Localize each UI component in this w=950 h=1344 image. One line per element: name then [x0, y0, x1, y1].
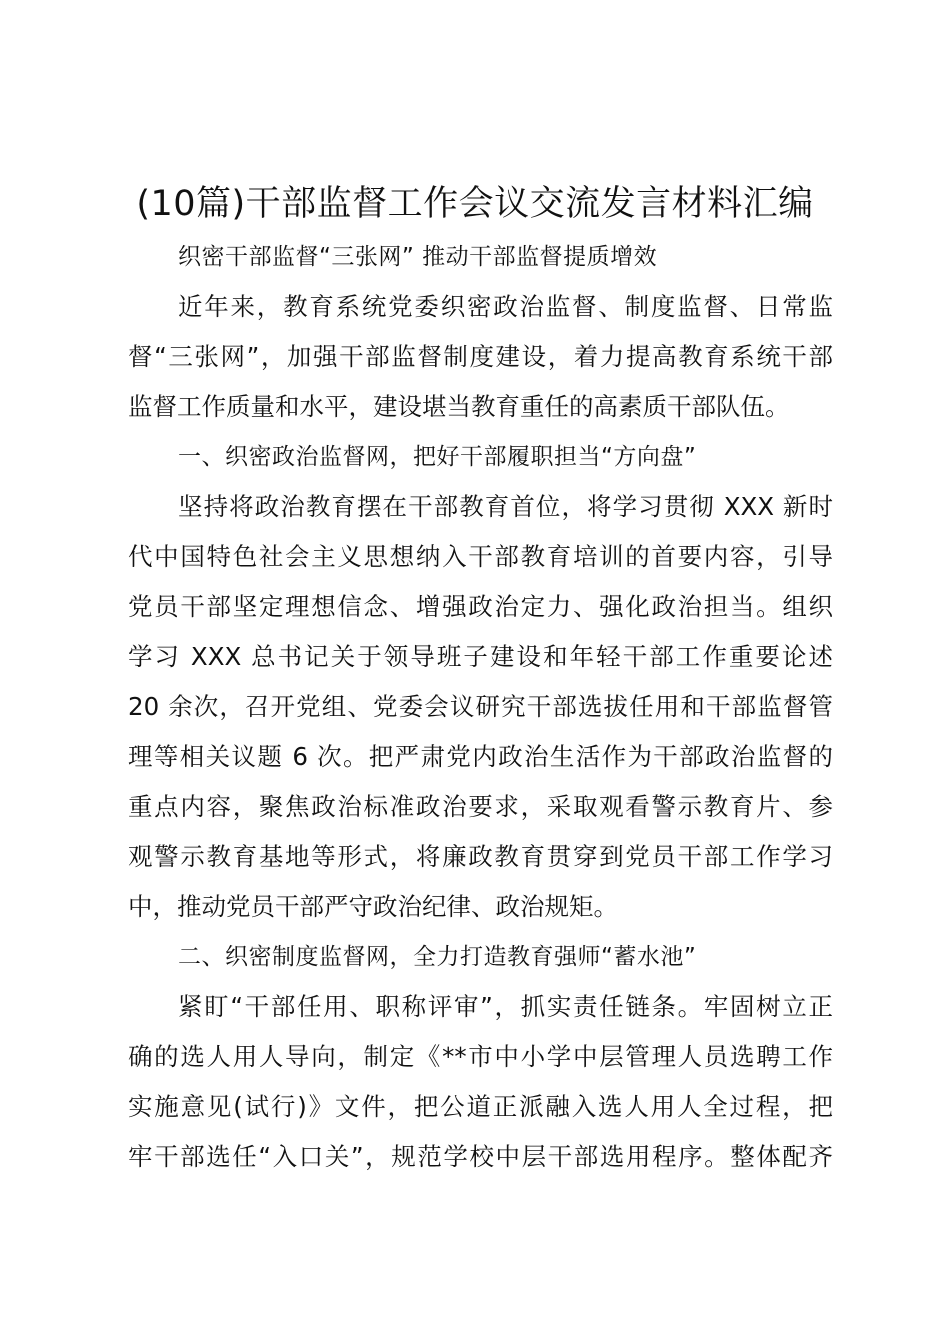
- section-heading-2: 二、织密制度监督网，全力打造教育强师“蓄水池”: [178, 944, 697, 970]
- paragraph-line: 重点内容，聚焦政治标准政治要求，采取观看警示教育片、参: [128, 792, 833, 821]
- paragraph-line: 党员干部坚定理想信念、增强政治定力、强化政治担当。组织: [128, 592, 833, 621]
- paragraph-line: 20 余次，召开党组、党委会议研究干部选拔任用和干部监督管: [128, 692, 833, 721]
- paragraph-line: 牢干部选任“入口关”，规范学校中层干部选用程序。整体配齐: [128, 1142, 833, 1171]
- paragraph-line: 学习 XXX 总书记关于领导班子建设和年轻干部工作重要论述: [128, 642, 833, 671]
- document-body: [128, 232, 833, 1182]
- paragraph-line: 监督工作质量和水平，建设堪当教育重任的高素质干部队伍。: [128, 392, 790, 421]
- paragraph-line: 坚持将政治教育摆在干部教育首位，将学习贯彻 XXX 新时: [178, 492, 833, 521]
- intro-paragraph: [128, 282, 833, 432]
- section-1-paragraph: [128, 482, 833, 932]
- paragraph-line: 代中国特色社会主义思想纳入干部教育培训的首要内容，引导: [128, 542, 833, 571]
- document-subtitle: 织密干部监督“三张网” 推动干部监督提质增效: [178, 244, 658, 270]
- section-heading-1: 一、织密政治监督网，把好干部履职担当“方向盘”: [178, 444, 697, 470]
- paragraph-line: 督“三张网”，加强干部监督制度建设，着力提高教育系统干部: [128, 342, 833, 371]
- paragraph-line: 确的选人用人导向，制定《**市中小学中层管理人员选聘工作: [128, 1042, 833, 1071]
- paragraph-line: 近年来，教育系统党委织密政治监督、制度监督、日常监: [178, 292, 833, 321]
- paragraph-line: 实施意见(试行)》文件，把公道正派融入选人用人全过程，把: [128, 1092, 833, 1121]
- document-title: (10篇)干部监督工作会议交流发言材料汇编: [136, 184, 814, 224]
- section-2-paragraph: [128, 982, 833, 1182]
- paragraph-line: 中，推动党员干部严守政治纪律、政治规矩。: [128, 892, 618, 921]
- paragraph-line: 紧盯“干部任用、职称评审”，抓实责任链条。牢固树立正: [178, 992, 833, 1021]
- paragraph-line: 理等相关议题 6 次。把严肃党内政治生活作为干部政治监督的: [128, 742, 833, 771]
- paragraph-line: 观警示教育基地等形式，将廉政教育贯穿到党员干部工作学习: [128, 842, 833, 871]
